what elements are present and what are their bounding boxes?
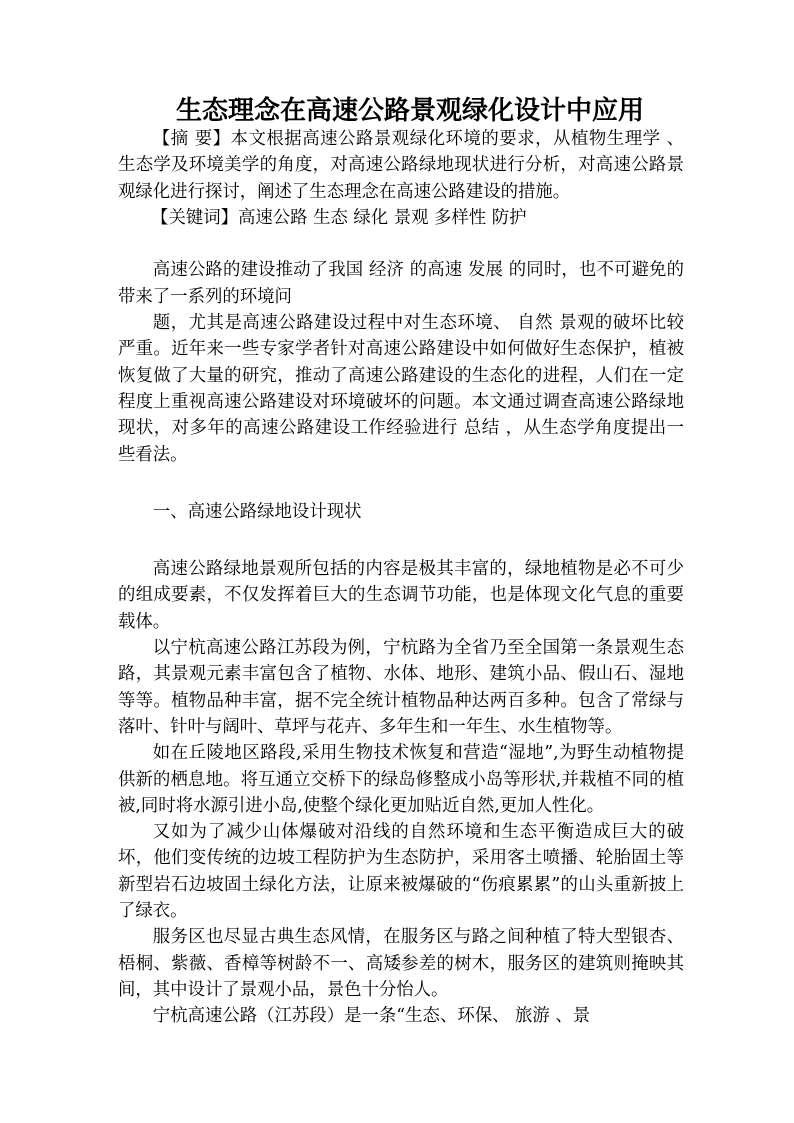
section-paragraph-2: 以宁杭高速公路江苏段为例，宁杭路为全省乃至全国第一条景观生态路，其景观元素丰富包含了植物、水体、地形、建筑小品、假山石、湿地等等。植物品种丰富，据不完全统计植物品种达两百多种。包含了常绿与落叶、针叶与阔叶、草坪与花卉、多年生和一年生、水生植物等。 <box>118 638 684 737</box>
section-paragraph-4: 又如为了减少山体爆破对沿线的自然环境和生态平衡造成巨大的破坏，他们变传统的边坡工程防护为生态防护，采用客土喷播、轮胎固土等新型岩石边坡固土绿化方法，让原来被爆破的“伤痕累累”的山头重新披上了绿衣。 <box>118 822 684 922</box>
section-paragraph-3: 如在丘陵地区路段,采用生物技术恢复和营造“湿地”,为野生动植物提供新的栖息地。将互通立交桥下的绿岛修整成小岛等形状,并栽植不同的植被,同时将水源引进小岛,使整个绿化更加贴近自然,更加人性化。 <box>118 743 684 816</box>
spacer <box>118 231 684 257</box>
spacer <box>118 525 684 556</box>
intro-paragraph-2: 题，尤其是高速公路建设过程中对生态环境、 自然 景观的破坏比较严重。近年来一些专家学者针对高速公路建设中如何做好生态保护，植被恢复做了大量的研究，推动了高速公路建设的生态化的进程，人们在一定程度上重视高速公路建设对环境破坏的问题。本文通过调查高速公路绿地现状，对多年的高速公路建设工作经验进行 总结 ，从生态学角度提出一些看法。 <box>118 313 684 465</box>
abstract-paragraph: 【摘 要】本文根据高速公路景观绿化环境的要求，从植物生理学 、生态学及环境美学的角度，对高速公路绿地现状进行分析，对高速公路景观绿化进行探讨，阐述了生态理念在高速公路建设的措施。 <box>118 129 684 202</box>
spacer <box>118 468 684 499</box>
document-body <box>118 126 684 1030</box>
section-paragraph-5: 服务区也尽显古典生态风情，在服务区与路之间种植了特大型银杏、梧桐、紫薇、香樟等树龄不一、高矮参差的树木，服务区的建筑则掩映其间，其中设计了景观小品，景色十分怡人。 <box>118 927 684 1000</box>
section-heading: 一、高速公路绿地设计现状 <box>152 501 362 522</box>
document-title: 生态理念在高速公路景观绿化设计中应用 <box>175 96 644 126</box>
keywords-line: 【关键词】高速公路 生态 绿化 景观 多样性 防护 <box>151 207 527 228</box>
section-paragraph-1: 高速公路绿地景观所包括的内容是极其丰富的，绿地植物是必不可少的组成要素，不仅发挥着巨大的生态调节功能，也是体现文化气息的重要载体。 <box>118 559 684 632</box>
section-paragraph-6: 宁杭高速公路（江苏段）是一条“生态、环保、 旅游 、景 <box>152 1006 591 1027</box>
intro-paragraph-1: 高速公路的建设推动了我国 经济 的高速 发展 的同时，也不可避免的带来了一系列的环境问 <box>118 260 684 307</box>
